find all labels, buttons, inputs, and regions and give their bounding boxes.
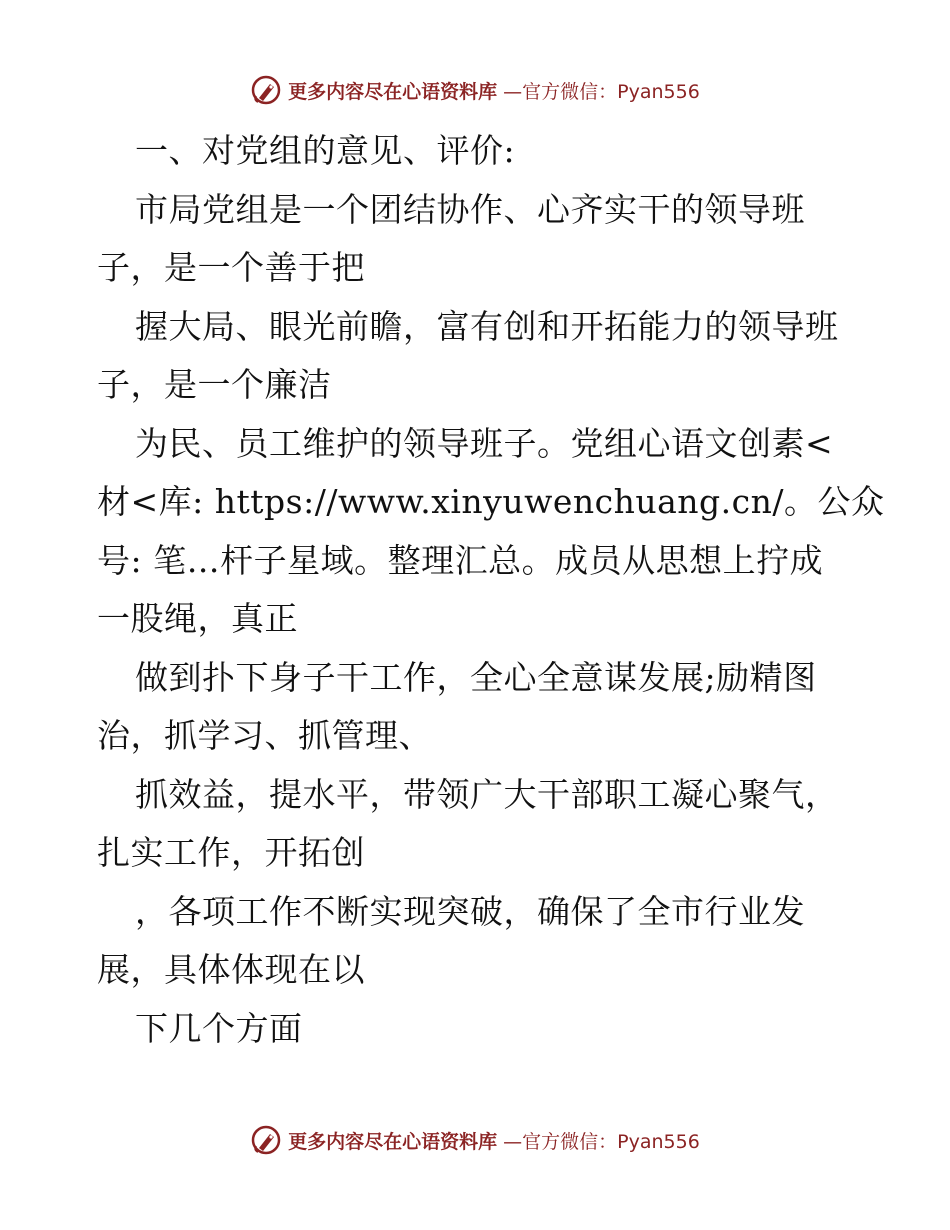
document-body	[97, 122, 885, 1058]
paragraph-line: 扎实工作，开拓创	[97, 833, 365, 872]
paragraph-line: 材<库: https://www.xinyuwenchuang.cn/。公众	[97, 482, 885, 521]
banner-wechat-text: —官方微信：Pyan556	[503, 1130, 700, 1153]
banner-main-text: 更多内容尽在心语资料库	[288, 1130, 498, 1153]
header-banner	[0, 70, 950, 110]
paragraph-line: 为民、员工维护的领导班子。党组心语文创素<	[135, 423, 834, 463]
paragraph-line: 治，抓学习、抓管理、	[97, 716, 432, 755]
paragraph-line: 市局党组是一个团结协作、心齐实干的领导班	[135, 189, 805, 229]
pen-nib-circle-icon	[250, 1124, 282, 1156]
footer-banner	[0, 1120, 950, 1160]
paragraph-line: 握大局、眼光前瞻，富有创和开拓能力的领导班	[135, 306, 839, 346]
paragraph-line: 子，是一个善于把	[97, 248, 365, 287]
paragraph-line: 子，是一个廉洁	[97, 365, 332, 404]
paragraph-line: 号: 笔…杆子星域。整理汇总。成员从思想上拧成	[97, 540, 824, 580]
banner-wechat-text: —官方微信：Pyan556	[503, 80, 700, 103]
paragraph-line: ，各项工作不断实现突破，确保了全市行业发	[135, 891, 805, 931]
banner-main-text: 更多内容尽在心语资料库	[288, 80, 498, 103]
paragraph-line: 一股绳，真正	[97, 599, 298, 638]
paragraph-line: 展，具体体现在以	[97, 950, 365, 989]
pen-nib-circle-icon	[250, 74, 282, 106]
paragraph-line: 做到扑下身子干工作，全心全意谋发展;励精图	[135, 657, 817, 697]
section-heading: 一、对党组的意见、评价:	[135, 131, 516, 170]
paragraph-line: 抓效益，提水平，带领广大干部职工凝心聚气，	[135, 774, 839, 814]
paragraph-line: 下几个方面	[135, 1008, 303, 1048]
